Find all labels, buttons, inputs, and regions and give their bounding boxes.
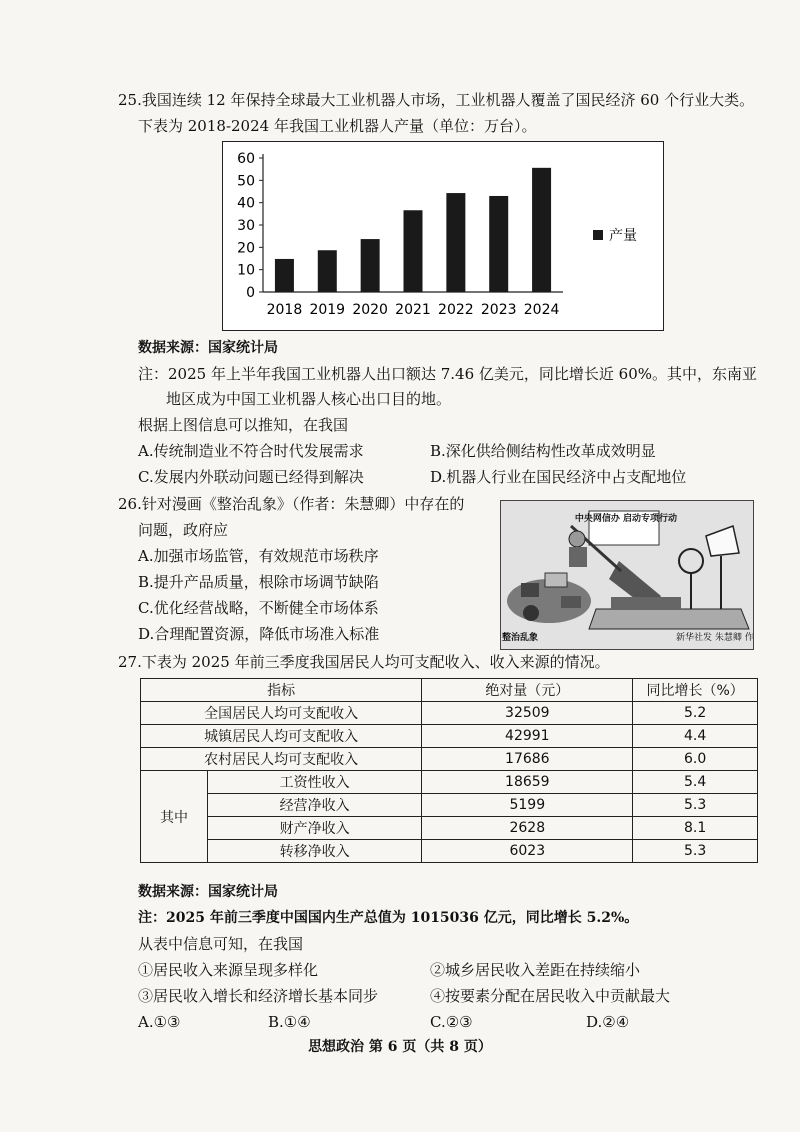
q26-option-b[interactable]: B.提升产品质量，根除市场调节缺陷 [138, 573, 379, 591]
x-tick-label: 2020 [352, 302, 388, 318]
sub-row-growth: 5.3 [633, 794, 758, 817]
cartoon-title: 整治乱象 [502, 633, 539, 643]
row-label: 全国居民人均可支配收入 [141, 702, 422, 725]
y-tick-label: 0 [246, 285, 255, 301]
sub-row-growth: 5.3 [633, 840, 758, 863]
q27-question: 从表中信息可知，在我国 [138, 935, 304, 953]
x-tick-label: 2023 [480, 302, 517, 318]
y-tick-label: 20 [237, 240, 255, 257]
header-growth: 同比增长（%） [633, 679, 758, 702]
row-value: 42991 [422, 725, 633, 748]
y-tick-label: 50 [237, 173, 255, 190]
row-value: 32509 [422, 702, 633, 725]
group-label: 其中 [141, 771, 208, 863]
q26-option-a[interactable]: A.加强市场监管，有效规范市场秩序 [138, 547, 379, 565]
q27-stem-line1: 27.下表为 2025 年前三季度我国居民人均可支配收入、收入来源的情况。 [118, 653, 610, 671]
bar [446, 193, 465, 292]
y-tick-label: 60 [237, 151, 255, 167]
q27-statement-2: ②城乡居民收入差距在持续缩小 [430, 961, 641, 979]
table-row [141, 840, 758, 863]
y-tick-label: 40 [237, 195, 255, 212]
bar [532, 168, 551, 292]
x-tick-label: 2018 [266, 302, 303, 318]
q26-option-d[interactable]: D.合理配置资源，降低市场准入标准 [138, 625, 380, 643]
q26-stem-line2: 问题，政府应 [138, 521, 229, 539]
table-row [141, 794, 758, 817]
cartoon-image [500, 500, 754, 650]
q25-option-c[interactable]: C.发展内外联动问题已经得到解决 [138, 468, 364, 486]
legend-label: 产量 [609, 228, 637, 244]
sub-row-label: 转移净收入 [208, 840, 422, 863]
q25-option-a[interactable]: A.传统制造业不符合时代发展需求 [138, 442, 364, 460]
row-value: 17686 [422, 748, 633, 771]
q27-note: 注：2025 年前三季度中国国内生产总值为 1015036 亿元，同比增长 5.2%。 [138, 910, 639, 926]
q27-statement-4: ④按要素分配在居民收入中贡献最大 [430, 987, 671, 1005]
y-tick-label: 30 [237, 218, 255, 234]
bar [404, 210, 423, 292]
sub-row-value: 6023 [422, 840, 633, 863]
q27-option-c[interactable]: C.②③ [430, 1013, 473, 1031]
q25-question: 根据上图信息可以推知，在我国 [138, 416, 349, 434]
x-tick-label: 2019 [309, 302, 346, 318]
q25-stem-line2: 下表为 2018-2024 年我国工业机器人产量（单位：万台）。 [138, 117, 537, 135]
bar [361, 239, 380, 292]
q25-option-b[interactable]: B.深化供给侧结构性改革成效明显 [430, 442, 656, 460]
production-chart [222, 141, 664, 331]
q25-stem-line1: 25.我国连续 12 年保持全球最大工业机器人市场，工业机器人覆盖了国民经济 60 个行业大类。 [118, 91, 755, 109]
sub-row-value: 2628 [422, 817, 633, 840]
q27-statement-1: ①居民收入来源呈现多样化 [138, 961, 319, 979]
q25-note-line2: 地区成为中国工业机器人核心出口目的地。 [166, 390, 452, 408]
table-row [141, 748, 758, 771]
legend-swatch [593, 230, 603, 240]
cartoon-sign-text: 中央网信办 启动专项行动 [574, 514, 678, 524]
row-growth: 4.4 [633, 725, 758, 748]
cartoon-credit: 新华社发 朱慧卿 作 [676, 633, 754, 643]
bar [275, 259, 294, 292]
q27-statement-3: ③居民收入增长和经济增长基本同步 [138, 987, 379, 1005]
sub-row-growth: 8.1 [633, 817, 758, 840]
x-tick-label: 2024 [523, 302, 560, 318]
q25-option-d[interactable]: D.机器人行业在国民经济中占支配地位 [430, 468, 687, 486]
income-table [140, 678, 758, 863]
q26-stem-line1: 26.针对漫画《整治乱象》（作者：朱慧卿）中存在的 [118, 495, 465, 513]
bar [318, 250, 337, 292]
row-growth: 6.0 [633, 748, 758, 771]
x-tick-label: 2021 [395, 302, 431, 318]
header-absolute: 绝对量（元） [422, 679, 633, 702]
header-indicator: 指标 [141, 679, 422, 702]
sub-row-value: 18659 [422, 771, 633, 794]
sub-row-value: 5199 [422, 794, 633, 817]
table-row [141, 702, 758, 725]
sub-row-growth: 5.4 [633, 771, 758, 794]
q27-option-a[interactable]: A.①③ [138, 1013, 181, 1031]
sub-row-label: 工资性收入 [208, 771, 422, 794]
bar [489, 196, 508, 292]
table-row [141, 817, 758, 840]
q26-option-c[interactable]: C.优化经营战略，不断健全市场体系 [138, 599, 379, 617]
table-header-row [141, 679, 758, 702]
sub-row-label: 经营净收入 [208, 794, 422, 817]
row-label: 农村居民人均可支配收入 [141, 748, 422, 771]
q25-note-line1: 注：2025 年上半年我国工业机器人出口额达 7.46 亿美元，同比增长近 60%。其中，东南亚 [138, 365, 757, 383]
table-row [141, 771, 758, 794]
q27-source: 数据来源：国家统计局 [138, 884, 278, 900]
table-row [141, 725, 758, 748]
row-growth: 5.2 [633, 702, 758, 725]
y-tick-label: 10 [237, 262, 255, 279]
q27-option-b[interactable]: B.①④ [268, 1013, 311, 1031]
x-tick-label: 2022 [438, 302, 474, 318]
q27-option-d[interactable]: D.②④ [586, 1013, 630, 1031]
page-footer: 思想政治 第 6 页（共 8 页） [308, 1039, 492, 1055]
production-bar-chart [223, 142, 663, 330]
row-label: 城镇居民人均可支配收入 [141, 725, 422, 748]
sub-row-label: 财产净收入 [208, 817, 422, 840]
q25-source: 数据来源：国家统计局 [138, 340, 278, 356]
